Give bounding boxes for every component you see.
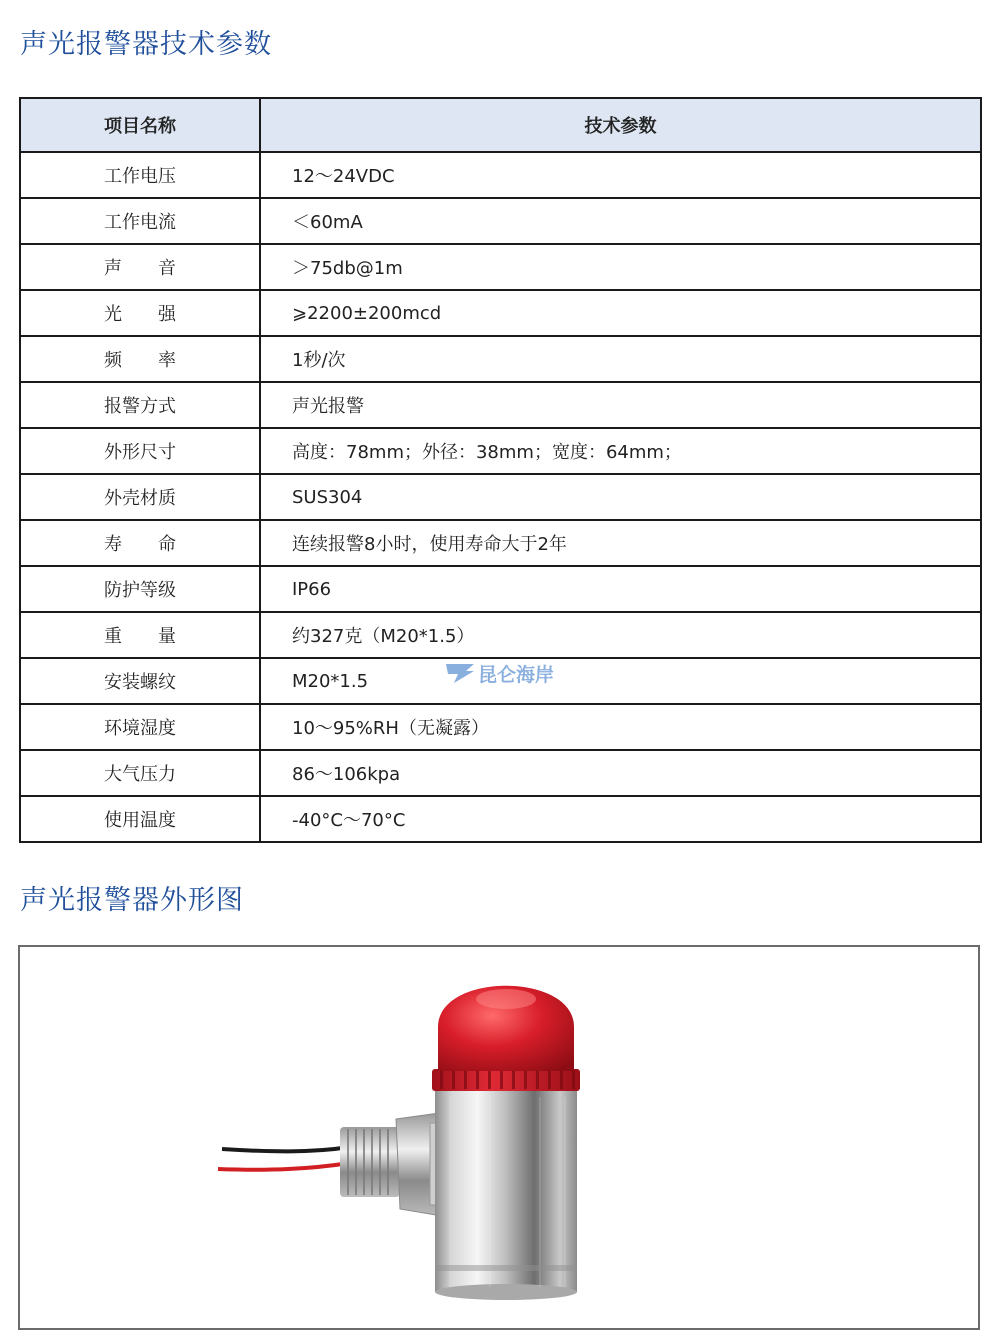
row-name: 外壳材质 xyxy=(20,474,260,520)
row-value: IP66 xyxy=(260,566,981,612)
table-row xyxy=(20,566,981,612)
red-wire xyxy=(218,1163,350,1170)
spec-section-title: 声光报警器技术参数 xyxy=(20,29,272,60)
table-row xyxy=(20,750,981,796)
row-value: 声光报警 xyxy=(260,382,981,428)
row-name: 外形尺寸 xyxy=(20,428,260,474)
product-figure xyxy=(18,945,980,1330)
row-value: 连续报警8小时，使用寿命大于2年 xyxy=(260,520,981,566)
table-row xyxy=(20,796,981,842)
row-name: 环境湿度 xyxy=(20,704,260,750)
row-name: 寿 命 xyxy=(20,520,260,566)
row-value: 86～106kpa xyxy=(260,750,981,796)
row-name: 工作电流 xyxy=(20,198,260,244)
company-logo-icon xyxy=(444,661,476,685)
row-value: 1秒/次 xyxy=(260,336,981,382)
figure-section-title: 声光报警器外形图 xyxy=(20,885,244,916)
table-row xyxy=(20,382,981,428)
row-name: 工作电压 xyxy=(20,152,260,198)
table-row xyxy=(20,152,981,198)
table-row xyxy=(20,612,981,658)
row-value: M20*1.5 xyxy=(260,658,981,704)
watermark xyxy=(444,660,560,686)
table-row xyxy=(20,290,981,336)
row-name: 光 强 xyxy=(20,290,260,336)
row-value: 12～24VDC xyxy=(260,152,981,198)
black-wire xyxy=(222,1147,350,1151)
row-name: 报警方式 xyxy=(20,382,260,428)
row-value: ＜60mA xyxy=(260,198,981,244)
row-name: 频 率 xyxy=(20,336,260,382)
table-row xyxy=(20,198,981,244)
row-name: 使用温度 xyxy=(20,796,260,842)
table-row xyxy=(20,520,981,566)
spec-table xyxy=(19,97,982,843)
row-value: 高度：78mm；外径：38mm；宽度：64mm； xyxy=(260,428,981,474)
row-name: 防护等级 xyxy=(20,566,260,612)
row-value: SUS304 xyxy=(260,474,981,520)
column-header-name: 项目名称 xyxy=(20,98,260,152)
table-header-row xyxy=(20,98,981,152)
row-name: 声 音 xyxy=(20,244,260,290)
row-value: ＞75db@1m xyxy=(260,244,981,290)
row-name: 安装螺纹 xyxy=(20,658,260,704)
row-value: 约327克（M20*1.5） xyxy=(260,612,981,658)
column-header-value: 技术参数 xyxy=(260,98,981,152)
row-name: 大气压力 xyxy=(20,750,260,796)
table-row xyxy=(20,474,981,520)
table-row xyxy=(20,336,981,382)
row-name: 重 量 xyxy=(20,612,260,658)
table-row xyxy=(20,704,981,750)
row-value: 10～95%RH（无凝露） xyxy=(260,704,981,750)
table-row xyxy=(20,244,981,290)
steel-body xyxy=(435,1087,577,1292)
row-value: -40°C～70°C xyxy=(260,796,981,842)
table-row xyxy=(20,428,981,474)
watermark-text: 昆仑海岸 xyxy=(478,664,555,686)
alarm-device-illustration xyxy=(20,947,978,1328)
row-value: ⩾2200±200mcd xyxy=(260,290,981,336)
